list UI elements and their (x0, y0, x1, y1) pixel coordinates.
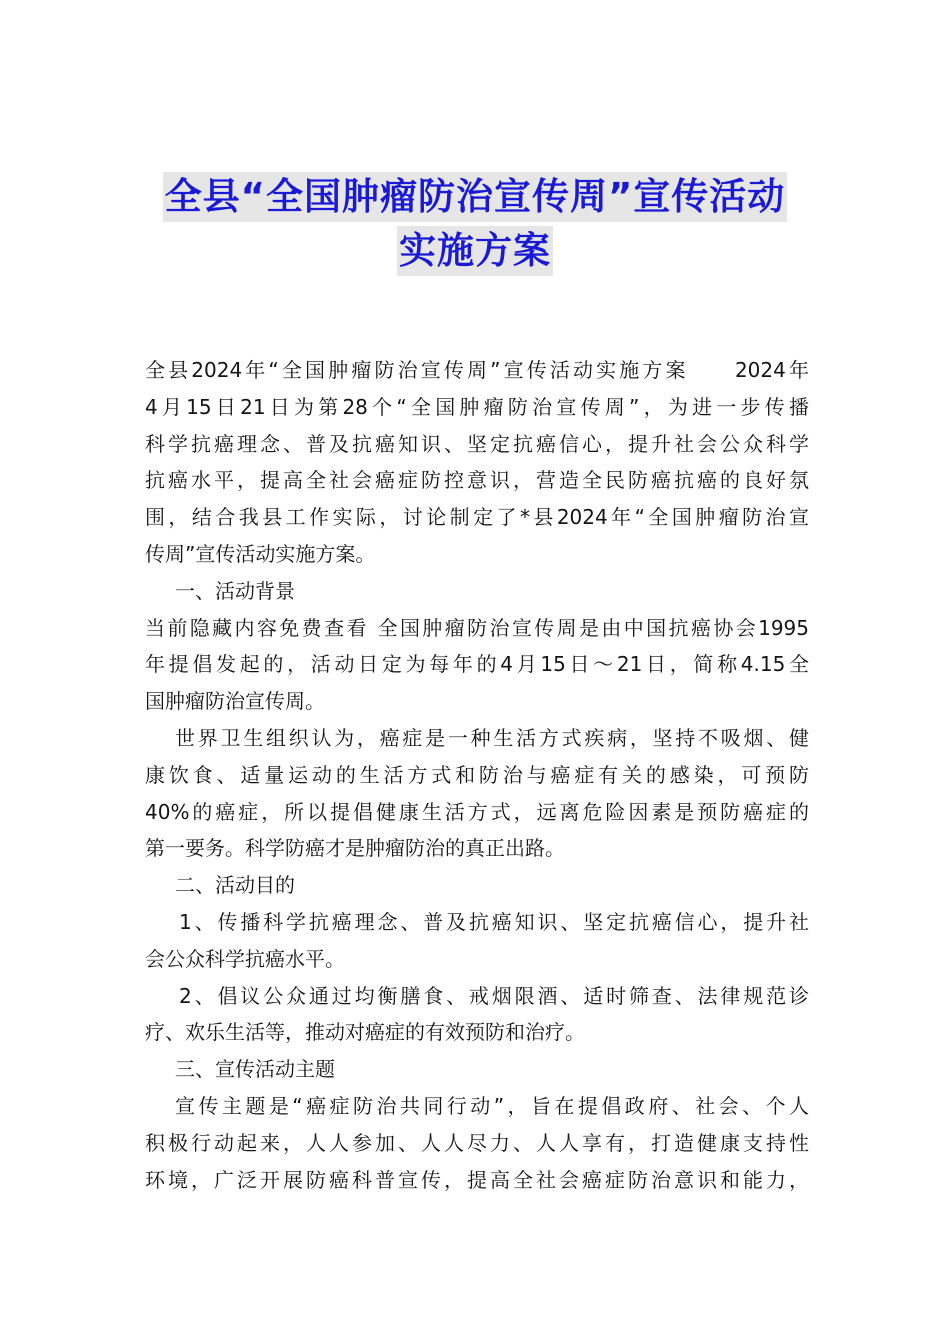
document-body (145, 352, 809, 1198)
text-line: 40%的癌症，所以提倡健康生活方式，远离危险因素是预防癌症的 (145, 799, 809, 824)
title-line-1: 全县“全国肿瘤防治宣传周”宣传活动 (163, 172, 788, 222)
text-line: 传周”宣传活动实施方案。 (145, 541, 376, 566)
document-title (0, 172, 950, 280)
section-heading: 一、活动背景 (175, 578, 295, 603)
text-line: 当前隐藏内容免费查看 全国肿瘤防治宣传周是由中国抗癌协会1995 (145, 615, 809, 640)
title-line-2: 实施方案 (397, 226, 553, 276)
text-line: 积极行动起来，人人参加、人人尽力、人人享有，打造健康支持性 (145, 1130, 809, 1155)
text-line: 1、传播科学抗癌理念、普及抗癌知识、坚定抗癌信心，提升社 (179, 909, 809, 934)
text-line: 会公众科学抗癌水平。 (145, 946, 345, 971)
text-line: 科学抗癌理念、普及抗癌知识、坚定抗癌信心，提升社会公众科学 (145, 431, 809, 456)
text-line: 宣传主题是“癌症防治共同行动”，旨在提倡政府、社会、个人 (175, 1093, 809, 1118)
text-line: 4月15日21日为第28个“全国肿瘤防治宣传周”，为进一步传播 (145, 394, 809, 419)
section-heading: 二、活动目的 (175, 873, 295, 898)
text-line: 世界卫生组织认为，癌症是一种生活方式疾病，坚持不吸烟、健 (175, 725, 809, 750)
text-line: 全县2024年“全国肿瘤防治宣传周”宣传活动实施方案 2024年 (145, 358, 809, 382)
section-heading: 三、宣传活动主题 (175, 1057, 335, 1082)
text-line: 年提倡发起的，活动日定为每年的4月15日～21日，简称4.15全 (145, 652, 809, 677)
text-line: 疗、欢乐生活等，推动对癌症的有效预防和治疗。 (145, 1020, 585, 1045)
text-line: 抗癌水平，提高全社会癌症防控意识，营造全民防癌抗癌的良好氛 (145, 468, 809, 493)
text-line: 第一要务。科学防癌才是肿瘤防治的真正出路。 (145, 836, 565, 861)
text-line: 围，结合我县工作实际，讨论制定了*县2024年“全国肿瘤防治宣 (145, 505, 809, 530)
text-line: 2、倡议公众通过均衡膳食、戒烟限酒、适时筛查、法律规范诊 (179, 983, 809, 1008)
text-line: 环境，广泛开展防癌科普宣传，提高全社会癌症防治意识和能力， (145, 1167, 809, 1192)
text-line: 康饮食、适量运动的生活方式和防治与癌症有关的感染，可预防 (145, 762, 809, 787)
text-line: 国肿瘤防治宣传周。 (145, 689, 325, 714)
